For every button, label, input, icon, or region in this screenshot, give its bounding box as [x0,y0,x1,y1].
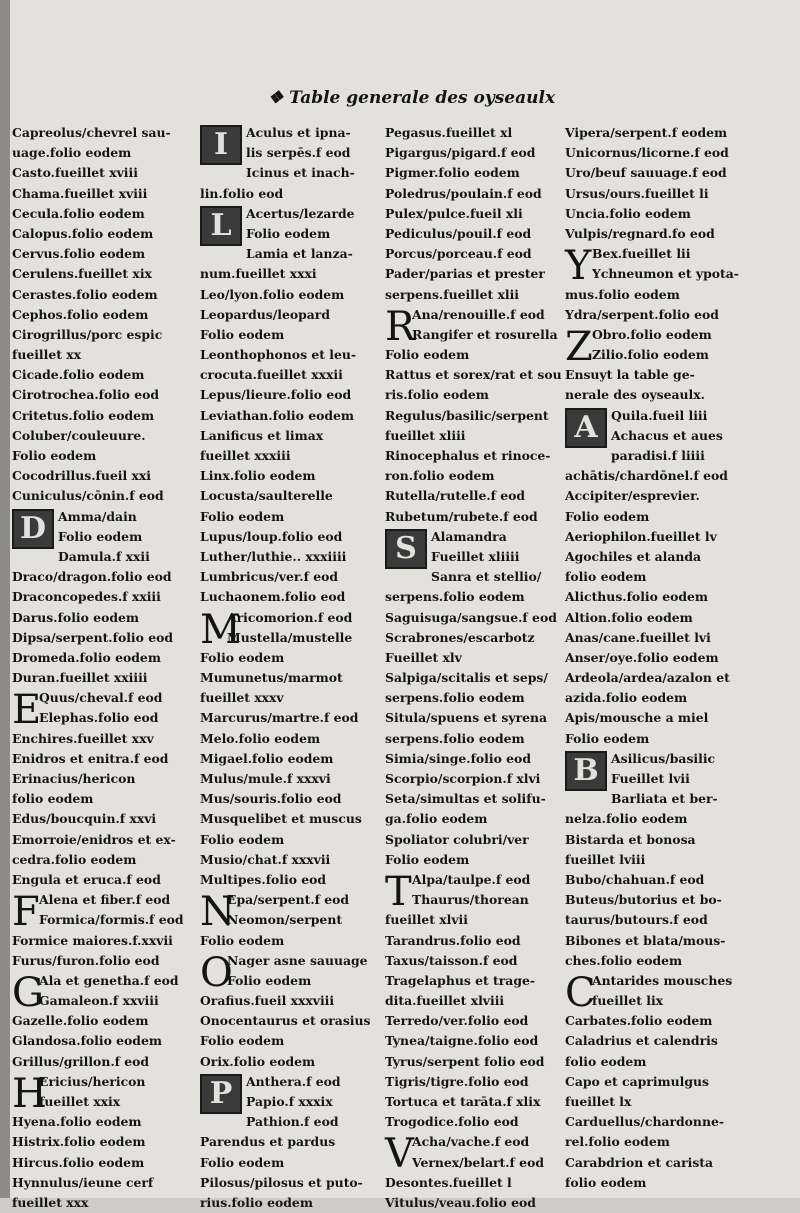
index-entry: taurus/butours.f eod [565,912,708,928]
section-initial: G [12,969,44,1016]
index-entry: Folio eodem [200,932,285,948]
index-entry: Dipsa/serpent.folio eod [12,629,174,645]
index-entry: Rinocephalus et rinoce- [385,448,551,463]
index-column-1 [12,123,202,1210]
index-entry: Cecula.folio eodem [12,205,145,221]
index-entry: Melo.folio eodem [200,730,321,746]
index-entry: Cervus.folio eodem [12,246,146,262]
index-entry: Folio eodem [200,326,285,342]
section-initial: B [565,751,607,791]
index-entry: dita.fueillet xlviii [385,993,505,1009]
section-initial: T [385,868,412,915]
index-entry-text: Acha/vache.f eod [412,1134,530,1150]
index-entry: Enchires.fueillet xxv [12,730,154,746]
index-entry: Hynnulus/ieune cerf [12,1174,154,1190]
index-entry: Locusta/saulterelle [200,488,333,504]
section-initial: M [200,606,241,653]
index-entry: Critetus.folio eodem [12,407,155,423]
section-initial: N [200,889,235,936]
index-entry: paradisi.f liiii [611,448,705,463]
index-entry: nerale des oyseaulx. [565,387,705,403]
index-entry: Draco/dragon.folio eod [12,569,172,585]
index-entry: Tynea/taigne.folio eod [385,1033,539,1049]
index-entry: Leonthophonos et leu- [200,347,357,363]
index-entry: lin.folio eod [200,185,284,201]
page-title-text: Table generale des oyseaulx [289,88,556,108]
index-entry: uage.folio eodem [12,145,132,161]
index-entry: Cirotrochea.folio eod [12,387,160,403]
index-entry: Formice maiores.f.xxvii [12,932,173,948]
index-entry: fueillet xxix [39,1094,121,1109]
page-title: ❖ Table generale des oyseaulx [268,88,556,108]
index-entry: Vitulus/veau.folio eod [385,1194,536,1210]
index-entry: Orix.folio eodem [200,1053,316,1069]
index-entry: serpens.folio eodem [385,690,525,706]
index-entry: Fueillet lvii [611,771,690,786]
index-entry: achātis/chardōnel.f eod [565,468,728,484]
index-entry: Ensuyt la table ge- [565,367,695,383]
section-initial: D [12,509,54,549]
index-entry: Bubo/chahuan.f eod [565,871,705,887]
index-entry: Migael.folio eodem [200,750,334,766]
index-entry-text: Asilicus/basilic [611,750,716,766]
section-initial: H [12,1070,47,1117]
index-entry: Tyrus/serpent folio eod [385,1053,545,1069]
index-entry: Trogodice.folio eod [385,1114,519,1130]
index-entry: rel.folio eodem [565,1134,670,1150]
index-entry: Lepus/lieure.folio eod [200,387,352,403]
index-entry: Mulus/mule.f xxxvi [200,771,331,786]
index-entry: Caladrius et calendris [565,1033,718,1049]
index-entry: Vernex/belart.f eod [412,1154,544,1170]
index-entry: Engula et eruca.f eod [12,871,161,887]
index-entry: Folio eodem [246,225,331,241]
index-entry: Pulex/pulce.fueil xli [385,205,523,221]
index-column-2 [200,123,390,1210]
index-entry: Coluber/couleuure. [12,427,146,443]
index-entry: Tragelaphus et trage- [385,972,536,988]
index-entry: folio eodem [565,1053,647,1069]
index-entry: Hircus.folio eodem [12,1154,145,1170]
index-entry: Situla/spuens et syrena [385,710,548,726]
section-initial: P [200,1074,242,1114]
index-entry: Tigris/tigre.folio eod [385,1073,529,1089]
index-entry: Uro/beuf sauuage.f eod [565,165,727,181]
index-entry: Uncia.folio eodem [565,205,691,221]
index-entry: Duran.fueillet xxiiii [12,670,148,686]
index-entry: Draconcopedes.f xxiii [12,589,161,605]
index-entry: Zilio.folio eodem [592,347,709,363]
index-entry: Anser/oye.folio eodem [565,649,719,665]
index-entry: Pediculus/pouil.f eod [385,225,532,241]
index-entry: Marcurus/martre.f eod [200,710,359,726]
index-entry: Enidros et enitra.f eod [12,750,169,766]
section-initial: L [200,206,242,246]
index-entry: Ursus/ours.fueillet li [565,185,709,201]
index-entry-text: Ericius/hericon [39,1073,146,1089]
index-entry: Pathion.f eod [246,1114,339,1130]
index-entry: Scrabrones/escarbotz [385,629,535,645]
index-entry: Pader/parias et prester [385,266,545,282]
index-entry: Fueillet xlv [385,649,462,665]
index-entry: Cephos.folio eodem [12,306,149,322]
index-entry: Chama.fueillet xviii [12,185,148,201]
index-entry: Bibones et blata/mous- [565,932,726,948]
index-entry: fueillet xliii [385,427,466,443]
index-entry: Salpiga/scitalis et seps/ [385,670,548,686]
section-initial: O [200,949,233,996]
index-entry: fueillet lix [592,993,664,1009]
section-initial: C [565,969,596,1016]
index-entry: Leopardus/leopard [200,306,330,322]
index-entry: Rattus et sorex/rat et sou [385,367,562,383]
index-entry: Vipera/serpent.f eodem [565,125,728,140]
index-entry: Cocodrillus.fueil xxi [12,468,151,484]
index-entry: Neomon/serpent [227,912,343,928]
index-entry-text: Antarides mousches [592,972,733,988]
index-entry: Mustella/mustelle [227,629,353,645]
index-entry: folio eodem [12,791,94,807]
section-initial: S [385,529,427,569]
index-entry: Mumunetus/marmot [200,670,343,686]
index-entry: Gazelle.folio eodem [12,1013,149,1029]
index-entry: Tarandrus.folio eod [385,932,521,948]
section-initial: A [565,408,607,448]
section-initial: I [200,125,242,165]
index-entry: Capreolus/chevrel sau- [12,125,171,140]
index-entry: Folio eodem [200,831,285,847]
index-entry: Damula.f xxii [58,548,150,564]
index-entry: Pigargus/pigard.f eod [385,145,536,161]
index-entry: Lumbricus/ver.f eod [200,569,339,585]
index-entry: Folio eodem [200,1033,285,1049]
index-entry: Simia/singe.folio eod [385,750,531,766]
index-entry: Edus/boucquin.f xxvi [12,811,157,827]
section-initial: V [385,1131,414,1178]
index-entry: Folio eodem [58,528,143,544]
index-entry: crocuta.fueillet xxxii [200,367,343,383]
index-entry: Achacus et aues [611,427,723,443]
index-entry: Porcus/porceau.f eod [385,246,532,262]
index-entry: Icinus et inach- [246,165,355,181]
index-entry: Lanificus et limax [200,427,324,443]
index-entry: folio eodem [565,1174,647,1190]
index-entry: Fueillet xliiii [431,548,520,564]
index-entry-text: Alpa/taulpe.f eod [412,871,531,887]
index-entry: Bistarda et bonosa [565,831,696,847]
index-column-4 [565,123,765,1190]
index-entry: ches.folio eodem [565,952,683,968]
index-entry: ga.folio eodem [385,811,488,827]
index-entry: Pilosus/pilosus et puto- [200,1174,363,1190]
index-entry-text: Anthera.f eod [246,1073,341,1089]
index-entry: Mus/souris.folio eod [200,791,342,807]
index-entry: Lamia et lanza- [246,246,353,262]
index-entry: Poledrus/poulain.f eod [385,185,542,201]
index-entry-text: Alamandra [431,528,507,544]
index-entry: Ydra/serpent.folio eod [565,306,719,322]
index-entry: Lupus/loup.folio eod [200,528,343,544]
index-entry-text: Amma/dain [58,508,137,524]
section-initial: F [12,889,40,936]
index-entry: num.fueillet xxxi [200,266,317,282]
index-entry: folio eodem [565,569,647,585]
index-entry: Cuniculus/cōnin.f eod [12,488,164,504]
index-entry: Ardeola/ardea/azalon et [565,670,730,686]
index-entry: Altion.folio eodem [565,609,693,625]
index-entry: serpens.fueillet xlii [385,286,520,302]
index-entry-text: Alena et fiber.f eod [39,892,171,908]
index-entry: Carbates.folio eodem [565,1013,713,1029]
index-entry: Saguisuga/sangsue.f eod [385,609,557,625]
index-entry: Alicthus.folio eodem [565,589,708,605]
index-entry: Carduellus/chardonne- [565,1114,724,1130]
index-entry: azida.folio eodem [565,690,688,706]
index-entry: Histrix.folio eodem [12,1134,146,1150]
index-entry: Pegasus.fueillet xl [385,125,513,140]
index-entry: fueillet xx [12,347,82,363]
index-entry: Folio eodem [200,649,285,665]
section-initial: E [12,687,42,734]
index-entry: Seta/simultas et solifu- [385,791,546,807]
index-entry: Multipes.folio eod [200,871,327,887]
index-entry: fueillet xxxiii [200,448,291,463]
index-entry: Rubetum/rubete.f eod [385,508,538,524]
index-entry: Musquelibet et muscus [200,811,362,827]
index-entry: Ychneumon et ypota- [592,266,739,282]
index-entry: Folio eodem [565,730,650,746]
index-entry: Musio/chat.f xxxvii [200,851,331,867]
index-entry: serpens.folio eodem [385,589,525,605]
index-entry: Terredo/ver.folio eod [385,1013,529,1029]
index-entry: Erinacius/hericon [12,771,136,786]
index-entry-text: Nager asne sauuage [227,952,368,968]
index-entry: Folio eodem [12,448,97,463]
index-entry: Barliata et ber- [611,791,718,807]
index-entry: fueillet xlvii [385,912,468,928]
index-entry: Emorroie/enidros et ex- [12,831,176,847]
index-entry: ris.folio eodem [385,387,489,403]
index-entry: Spoliator colubri/ver [385,831,529,847]
index-entry: Leviathan.folio eodem [200,407,355,423]
index-entry: Carabdrion et carista [565,1154,714,1170]
index-entry-text: Ana/renouille.f eod [412,306,545,322]
index-entry: Cirogrillus/porc espic [12,326,163,342]
index-entry: Folio eodem [200,1154,285,1170]
index-entry: Apis/mousche a miel [565,710,709,726]
index-entry-text: Acertus/lezarde [246,205,355,221]
index-entry: Folio eodem [227,972,312,988]
index-entry: cedra.folio eodem [12,851,137,867]
index-entry: Anas/cane.fueillet lvi [565,629,711,645]
index-entry: Capo et caprimulgus [565,1073,709,1089]
section-initial: Z [565,323,593,370]
index-entry: Buteus/butorius et bo- [565,892,722,908]
index-entry-text: Quila.fueil liii [611,407,708,423]
index-entry: Grillus/grillon.f eod [12,1053,150,1069]
index-entry: Casto.fueillet xviii [12,165,138,181]
index-entry: fueillet lx [565,1094,632,1109]
index-entry: Aeriophilon.fueillet lv [565,528,717,544]
index-entry: Folio eodem [565,508,650,524]
index-entry: Thaurus/thorean [412,892,529,908]
index-entry-text: Aricomorion.f eod [227,609,353,625]
index-entry: Dromeda.folio eodem [12,649,161,665]
index-entry-text: Aculus et ipna- [246,125,351,140]
index-entry: Onocentaurus et orasius [200,1013,371,1029]
index-entry: Luther/luthie.. xxxiiii [200,548,347,564]
index-entry: serpens.folio eodem [385,730,525,746]
index-entry: Cerulens.fueillet xix [12,266,152,282]
index-entry: Linx.folio eodem [200,468,316,484]
index-entry: rius.folio eodem [200,1194,313,1210]
index-entry: lis serpēs.f eod [246,145,351,161]
section-initial: Y [565,243,592,290]
index-entry: Parendus et pardus [200,1134,336,1150]
index-entry: ron.folio eodem [385,468,495,484]
index-entry: Leo/lyon.folio eodem [200,286,345,302]
index-entry: Folio eodem [385,851,470,867]
index-entry: Papio.f xxxix [246,1094,333,1109]
index-entry: Rangifer et rosurella [412,326,558,342]
index-entry: Luchaonem.folio eod [200,589,346,605]
index-entry: nelza.folio eodem [565,811,688,827]
index-entry: Gamaleon.f xxviii [39,993,159,1009]
index-entry: fueillet lviii [565,851,646,867]
index-entry-text: Epa/serpent.f eod [227,892,350,908]
index-entry: fueillet xxxv [200,690,284,706]
index-entry: Cerastes.folio eodem [12,286,158,302]
index-entry: Folio eodem [200,508,285,524]
index-entry: Accipiter/esprevier. [565,488,700,504]
index-entry: Folio eodem [385,347,470,363]
index-entry: Desontes.fueillet l [385,1174,512,1190]
index-entry: Calopus.folio eodem [12,225,154,241]
index-entry: Formica/formis.f eod [39,912,184,928]
index-entry: Scorpio/scorpion.f xlvi [385,771,541,786]
index-entry: Taxus/taisson.f eod [385,952,518,968]
index-entry-text: Bex.fueillet lii [592,246,691,262]
index-entry: Elephas.folio eod [39,710,159,726]
index-entry: mus.folio eodem [565,286,680,302]
index-entry-text: Quus/cheval.f eod [39,690,163,706]
index-entry: Pigmer.folio eodem [385,165,520,181]
index-entry: Tortuca et tarāta.f xlix [385,1094,541,1109]
index-column-3 [385,123,575,1210]
index-entry: Glandosa.folio eodem [12,1033,162,1049]
index-entry: Orafius.fueil xxxviii [200,993,335,1009]
index-entry-text: Obro.folio eodem [592,326,712,342]
index-entry: Furus/furon.folio eod [12,952,160,968]
page-spine-shadow [0,0,10,1198]
index-entry: Sanra et stellio/ [431,569,542,585]
index-entry: Vulpis/regnard.fo eod [565,225,715,241]
index-entry: Cicade.folio eodem [12,367,145,383]
index-entry: Hyena.folio eodem [12,1114,142,1130]
index-entry: Rutella/rutelle.f eod [385,488,526,504]
index-entry: Regulus/basilic/serpent [385,407,549,423]
index-entry: Agochiles et alanda [565,548,702,564]
index-entry-text: Ala et genetha.f eod [39,972,179,988]
index-entry: Unicornus/licorne.f eod [565,145,729,161]
section-initial: R [385,303,416,350]
index-entry: Darus.folio eodem [12,609,139,625]
index-entry: fueillet xxx [12,1194,89,1210]
